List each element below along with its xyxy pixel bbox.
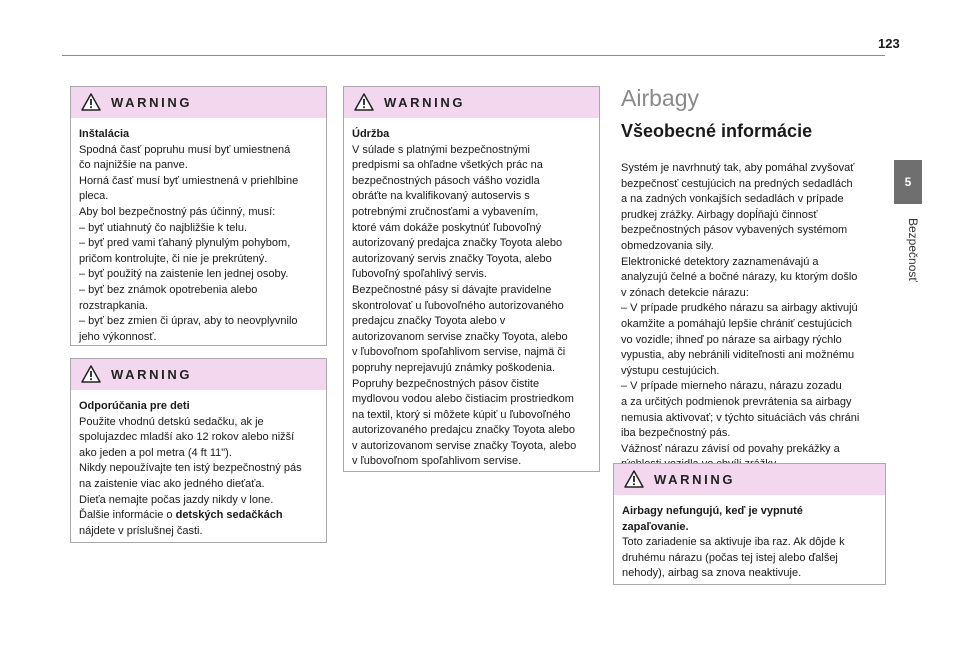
chapter-number: 5	[894, 160, 922, 204]
warning-line: v ľubovoľnom spoľahlivom servise, najmä či	[352, 346, 566, 359]
warning-line: v ľubovoľnom spoľahlivom servise.	[352, 455, 522, 468]
warning-body	[614, 495, 885, 590]
body-line: výstupu cestujúcich.	[621, 364, 720, 377]
warning-header	[344, 87, 599, 118]
warning-line: nehody), airbag sa znova neaktivuje.	[622, 567, 802, 580]
chapter-tab[interactable]	[894, 160, 922, 296]
warning-line: autorizovaný predajca značky Toyota alebo	[352, 237, 563, 250]
warning-line: mydlovou vodou alebo čistiacim prostriedkom	[352, 393, 574, 406]
warning-line: ktoré vám dokáže poskytnúť ľubovoľný	[352, 221, 542, 234]
body-line: bezpečnosť cestujúcich na predných sedadlách	[621, 177, 853, 190]
body-line: v zónach detekcie nárazu:	[621, 286, 749, 299]
warning-line: na zaistenie viac ako jedného dieťaťa.	[79, 477, 265, 490]
warning-line: v autorizovanom servise značky Toyota, alebo	[352, 439, 577, 452]
warning-line: ako jeden a pol metra (4 ft 11").	[79, 446, 232, 459]
warning-line: Horná časť musí byť umiestnená v priehlbine	[79, 174, 299, 187]
warning-line: autorizovaného predajcu značky Toyota alebo	[352, 424, 576, 437]
warning-line: pleca.	[79, 190, 109, 203]
warning-line: rozstrapkania.	[79, 299, 149, 312]
header-rule	[62, 55, 885, 56]
warning-triangle-icon	[81, 93, 101, 111]
warning-line: Airbagy nefungujú, keď je vypnuté	[622, 505, 803, 517]
warning-line: V súlade s platnými bezpečnostnými	[352, 143, 530, 156]
warning-triangle-icon	[354, 93, 374, 111]
warning-line: – byť utiahnutý čo najbližšie k telu.	[79, 221, 247, 234]
body-line: – V prípade prudkého nárazu sa airbagy aktivujú	[621, 302, 858, 315]
warning-box-airbags	[613, 463, 886, 585]
warning-line: ľubovoľný spoľahlivý servis.	[352, 268, 487, 281]
warning-line: – byť použitý na zaistenie len jednej osoby.	[79, 268, 289, 281]
body-line: iba bezpečnostný pás.	[621, 427, 731, 440]
warning-line: pričom kontrolujte, či nie je prekrútený.	[79, 252, 268, 265]
warning-line: Popruhy bezpečnostných pásov čistite	[352, 377, 540, 390]
warning-line: bezpečnostných pásoch vášho vozidla	[352, 174, 540, 187]
body-line: okamžite a pomáhajú lepšie chrániť cestujúcich	[621, 317, 852, 330]
warning-line: Spodná časť popruhu musí byť umiestnená	[79, 143, 291, 156]
warning-line: Odporúčania pre deti	[79, 400, 190, 412]
warning-line: Použite vhodnú detskú sedačku, ak je	[79, 415, 264, 428]
warning-line: Inštalácia	[79, 128, 130, 140]
warning-line: Aby bol bezpečnostný pás účinný, musí:	[79, 205, 276, 218]
warning-line: potrebnými zručnosťami a vybavením,	[352, 205, 539, 218]
body-line: a na zadných vonkajších sedadlách v prípade	[621, 193, 844, 206]
warning-line: autorizovanom servise značky Toyota, alebo	[352, 330, 568, 343]
body-line: Vážnosť nárazu závisí od povahy prekážky a	[621, 442, 840, 455]
warning-line: skontrolovať u ľubovoľného autorizovaného	[352, 299, 564, 312]
warning-line: popruhy neprejavujú známky poškodenia.	[352, 361, 556, 374]
warning-line: predajcu značky Toyota alebo v	[352, 315, 506, 328]
body-line: Elektronické detektory zaznamenávajú a	[621, 255, 819, 268]
warning-line: nájdete v príslušnej časti.	[79, 524, 203, 537]
warning-line: obráťte na kvalifikovaný autoservis s	[352, 190, 530, 203]
warning-line: – byť bez zmien či úprav, aby to neovplyvnilo	[79, 315, 298, 328]
warning-line: čo najnižšie na panve.	[79, 159, 188, 172]
warning-triangle-icon	[81, 365, 101, 383]
warning-body	[71, 118, 326, 353]
chapter-title: Bezpečnosť	[906, 218, 920, 282]
warning-title: WARNING	[111, 95, 193, 110]
body-line: a za určitých podmienok prevrátenia sa airbagy	[621, 395, 852, 408]
warning-line: na textil, ktorý si môžete kúpiť u ľubovoľného	[352, 408, 571, 421]
warning-line: autorizovaný servis značky Toyota, alebo	[352, 252, 552, 265]
section-body	[621, 161, 881, 473]
warning-title: WARNING	[384, 95, 466, 110]
warning-header	[71, 87, 326, 118]
body-line: Systém je navrhnutý tak, aby pomáhal zvyšovať	[621, 162, 855, 174]
warning-triangle-icon	[624, 470, 644, 488]
warning-line: spolujazdec mladší ako 12 rokov alebo nižší	[79, 431, 295, 444]
body-line: bezpečnostných pásov vybavených systémom	[621, 224, 848, 237]
warning-line: Toto zariadenie sa aktivuje iba raz. Ak dôjde k	[622, 536, 845, 549]
warning-line: Ďalšie informácie o detských sedačkách	[79, 509, 283, 522]
body-line: obmedzovania sily.	[621, 239, 714, 252]
warning-line: jeho výkonnosť.	[79, 330, 157, 343]
warning-line: Dieťa nemajte počas jazdy nikdy v lone.	[79, 493, 274, 506]
warning-line: druhému nárazu (počas tej istej alebo ďalšej	[622, 551, 838, 564]
warning-line: Bezpečnostné pásy si dávajte pravidelne	[352, 283, 552, 296]
body-line: vypustia, aby nebránili viditeľnosti ani možnému	[621, 349, 855, 362]
warning-title: WARNING	[654, 472, 736, 487]
warning-line: – byť pred vami ťahaný plynulým pohybom,	[79, 237, 291, 250]
warning-line: predpismi sa ohľadne všetkých prác na	[352, 159, 543, 172]
warning-box-maintenance	[343, 86, 600, 472]
body-line: analyzujú čelné a bočné nárazy, ku ktorým došlo	[621, 271, 858, 284]
warning-line: Nikdy nepoužívajte ten istý bezpečnostný pás	[79, 462, 302, 475]
section-heading: Airbagy	[621, 85, 699, 111]
page-number: 123	[878, 36, 900, 51]
section-subheading: Všeobecné informácie	[621, 121, 813, 141]
warning-line: zapaľovanie.	[622, 520, 689, 533]
warning-body	[71, 390, 326, 547]
warning-title: WARNING	[111, 367, 193, 382]
warning-header	[71, 359, 326, 390]
warning-box-children	[70, 358, 327, 543]
body-line: – V prípade mierneho nárazu, nárazu zozadu	[621, 380, 842, 393]
body-line: nemusia aktivovať; v týchto situáciách vás chráni	[621, 411, 860, 424]
warning-line: – byť bez známok opotrebenia alebo	[79, 283, 258, 296]
warning-body	[344, 118, 599, 478]
warning-box-installation	[70, 86, 327, 346]
warning-header	[614, 464, 885, 495]
body-line: vo vozidle; ihneď po náraze sa airbagy rýchlo	[621, 333, 842, 346]
body-line: prudkej zrážky. Airbagy dopĺňajú činnosť	[621, 208, 818, 221]
warning-line: Údržba	[352, 128, 390, 140]
